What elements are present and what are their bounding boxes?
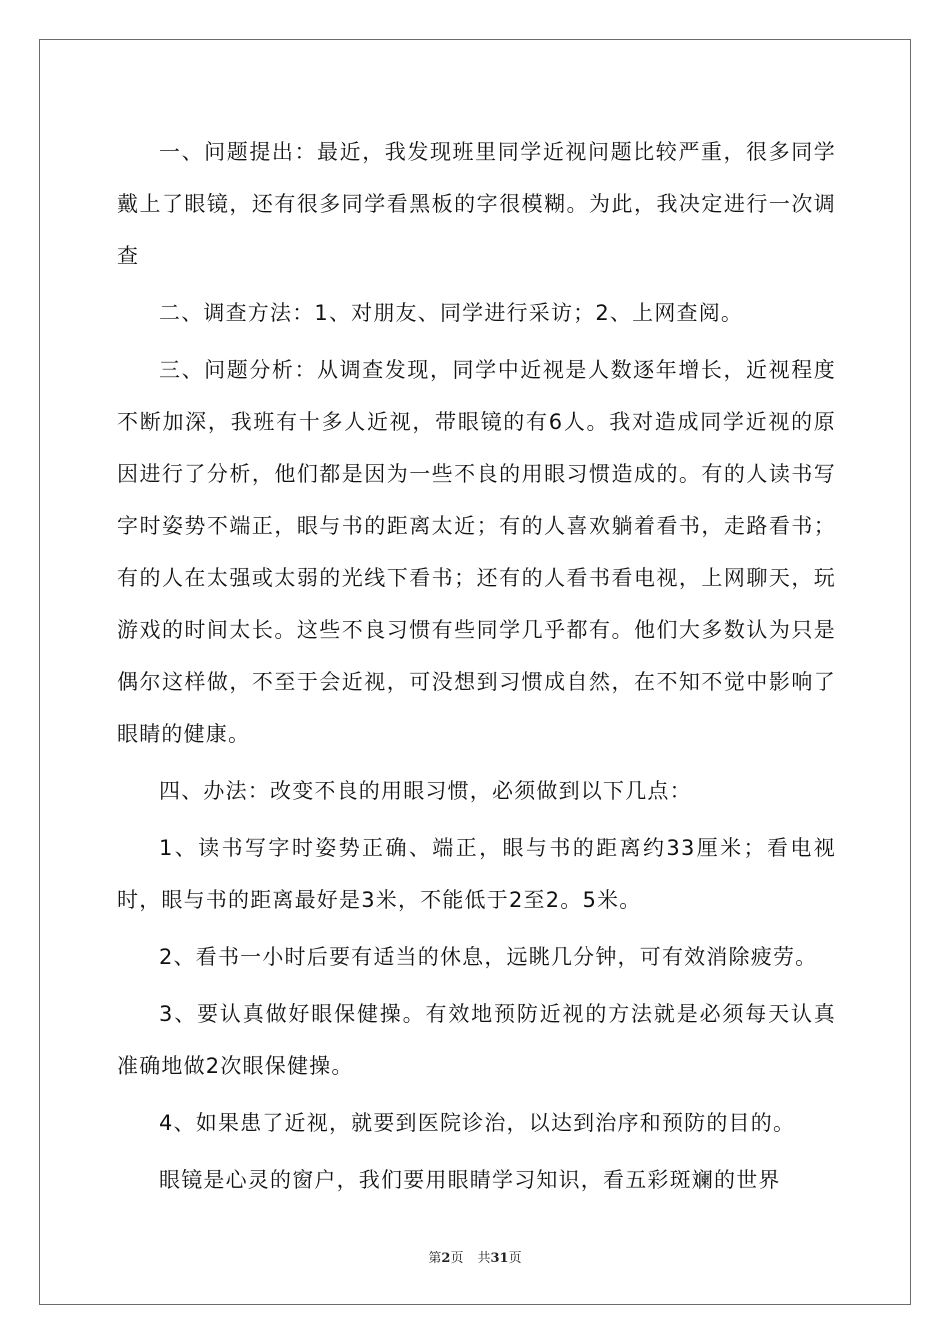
paragraph-solution-heading: 四、办法：改变不良的用眼习惯，必须做到以下几点： <box>159 779 692 803</box>
paragraph-problem: 一、问题提出：最近，我发现班里同学近视问题比较严重，很多同学戴上了眼镜，还有很多同学看黑板的字很模糊。为此，我决定进行一次调查 <box>117 140 836 268</box>
document-body <box>117 126 836 1211</box>
total-prefix: 共 <box>477 1251 491 1266</box>
page-total: 31 <box>490 1251 509 1266</box>
paragraph-conclusion: 眼镜是心灵的窗户，我们要用眼睛学习知识，看五彩斑斓的世界 <box>159 1168 781 1192</box>
paragraph-solution-3: 3、要认真做好眼保健操。有效地预防近视的方法就是必须每天认真准确地做2次眼保健操。 <box>117 1002 836 1078</box>
paragraph-solution-4: 4、如果患了近视，就要到医院诊治，以达到治序和预防的目的。 <box>159 1111 796 1135</box>
page-current: 2 <box>441 1251 451 1266</box>
paragraph-method: 二、调查方法：1、对朋友、同学进行采访；2、上网查阅。 <box>159 301 744 325</box>
paragraph-solution-1: 1、读书写字时姿势正确、端正，眼与书的距离约33厘米；看电视时，眼与书的距离最好是3米，不能低于2至2。5米。 <box>117 836 836 912</box>
page-prefix: 第 <box>428 1251 442 1266</box>
page-footer <box>0 1247 950 1266</box>
paragraph-solution-2: 2、看书一小时后要有适当的休息，远眺几分钟，可有效消除疲劳。 <box>159 945 818 969</box>
total-suffix: 页 <box>508 1251 522 1266</box>
page-suffix: 页 <box>450 1251 464 1266</box>
paragraph-analysis: 三、问题分析：从调查发现，同学中近视是人数逐年增长，近视程度不断加深，我班有十多人近视，带眼镜的有6人。我对造成同学近视的原因进行了分析，他们都是因为一些不良的用眼习惯造成的。有的人读书写字时姿势不端正，眼与书的距离太近；有的人喜欢躺着看书，走路看书；有的人在太强或太弱的光线下看书；还有的人看书看电视，上网聊天，玩游戏的时间太长。这些不良习惯有些同学几乎都有。他们大多数认为只是偶尔这样做，不至于会近视，可没想到习惯成自然，在不知不觉中影响了眼睛的健康。 <box>117 358 836 746</box>
